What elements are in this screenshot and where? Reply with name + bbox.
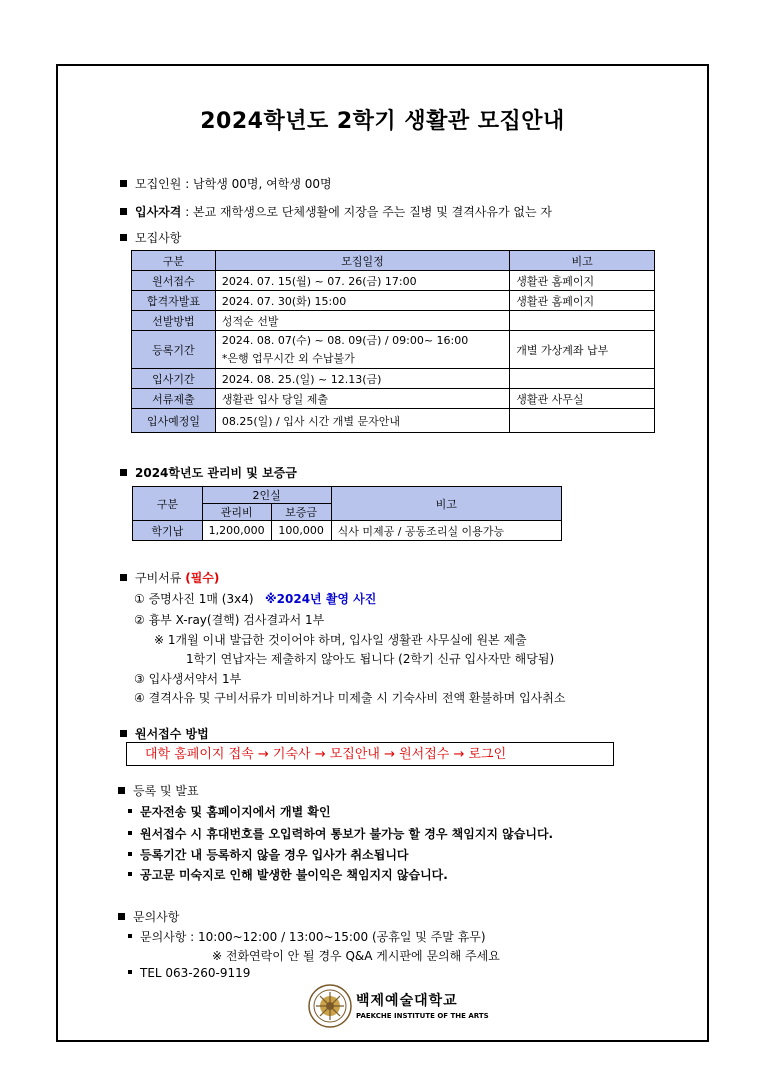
qualification-label: 입사자격 bbox=[135, 205, 182, 219]
docs-item-1: ① 증명사진 1매 (3x4) ※2024년 촬영 사진 bbox=[134, 592, 377, 606]
school-logo-text bbox=[356, 990, 489, 1020]
bullet-icon bbox=[128, 809, 132, 813]
table-row: 입사예정일 08.25(일) / 입사 시간 개별 문자안내 bbox=[132, 409, 655, 433]
bullet-icon bbox=[128, 970, 132, 974]
square-bullet-icon bbox=[120, 208, 127, 215]
schedule-table bbox=[131, 250, 655, 433]
list-item: 공고문 미숙지로 인해 발생한 불이익은 책임지지 않습니다. bbox=[128, 866, 448, 883]
recruit-line bbox=[120, 175, 332, 192]
school-name-ko: 백제예술대학교 bbox=[356, 993, 458, 1009]
contact-note: ※ 전화연락이 안 될 경우 Q&A 게시판에 문의해 주세요 bbox=[212, 949, 500, 963]
contact-hours: 문의사항 : 10:00~12:00 / 13:00~15:00 (공휴일 및 주말 휴무) bbox=[128, 928, 486, 945]
contact-heading: 문의사항 bbox=[118, 908, 179, 925]
header-category: 구분 bbox=[132, 251, 216, 271]
fee-header-room: 2인실 bbox=[202, 487, 331, 504]
docs-heading: 구비서류 (필수) bbox=[120, 569, 219, 586]
table-row: 등록기간 2024. 08. 07(수) ~ 08. 09(금) / 09:00~ 16:00 *은행 업무시간 외 수납불가 개별 가상계좌 납부 bbox=[132, 331, 655, 369]
docs-item-4: ④ 결격사유 및 구비서류가 미비하거나 미제출 시 기숙사비 전액 환불하며 입사취소 bbox=[134, 691, 566, 705]
table-row: 학기납 1,200,000 100,000 식사 미제공 / 공동조리실 이용가능 bbox=[133, 521, 562, 541]
square-bullet-icon bbox=[120, 180, 127, 187]
header-note: 비고 bbox=[510, 251, 655, 271]
list-item: 원서접수 시 휴대번호를 오입력하여 통보가 불가능 할 경우 책임지지 않습니다. bbox=[128, 825, 553, 842]
fee-heading: 2024학년도 관리비 및 보증금 bbox=[120, 464, 297, 481]
announce-heading: 등록 및 발표 bbox=[118, 782, 199, 799]
docs-item-2: ② 흉부 X-ray(결핵) 검사결과서 1부 bbox=[134, 613, 325, 627]
recruit-value: : 남학생 00명, 여학생 00명 bbox=[185, 177, 332, 191]
table-row: 입사기간 2024. 08. 25.(일) ~ 12.13(금) bbox=[132, 369, 655, 389]
square-bullet-icon bbox=[120, 574, 127, 581]
apply-heading: 원서접수 방법 bbox=[120, 725, 209, 742]
table-row: 원서접수 2024. 07. 15(월) ~ 07. 26(금) 17:00 생활관 홈페이지 bbox=[132, 271, 655, 291]
docs-item-2-note: ※ 1개월 이내 발급한 것이어야 하며, 입사일 생활관 사무실에 원본 제출 bbox=[154, 633, 527, 647]
bullet-icon bbox=[128, 872, 132, 876]
square-bullet-icon bbox=[120, 234, 127, 241]
bullet-icon bbox=[128, 852, 132, 856]
contact-tel: TEL 063-260-9119 bbox=[128, 966, 250, 980]
bullet-icon bbox=[128, 831, 132, 835]
square-bullet-icon bbox=[120, 730, 127, 737]
qualification-line bbox=[120, 203, 552, 220]
table-header-row bbox=[132, 251, 655, 271]
notice-frame bbox=[56, 64, 709, 1042]
recruit-label: 모집인원 bbox=[135, 177, 182, 191]
school-name-en: PAEKCHE INSTITUTE OF THE ARTS bbox=[356, 1012, 489, 1020]
fee-table bbox=[132, 486, 562, 541]
square-bullet-icon bbox=[120, 469, 127, 476]
square-bullet-icon bbox=[118, 913, 125, 920]
table-row: 서류제출 생활관 입사 당일 제출 생활관 사무실 bbox=[132, 389, 655, 409]
table-row: 합격자발표 2024. 07. 30(화) 15:00 생활관 홈페이지 bbox=[132, 291, 655, 311]
list-item: 등록기간 내 등록하지 않을 경우 입사가 취소됩니다 bbox=[128, 846, 409, 863]
schedule-heading: 모집사항 bbox=[120, 229, 181, 246]
bullet-icon bbox=[128, 934, 132, 938]
fee-header-note: 비고 bbox=[331, 487, 561, 521]
fee-header-mgmt: 관리비 bbox=[202, 504, 271, 521]
fee-header-category: 구분 bbox=[133, 487, 203, 521]
qualification-value: : 본교 재학생으로 단체생활에 지장을 주는 질병 및 결격사유가 없는 자 bbox=[185, 205, 552, 219]
list-item: 문자전송 및 홈페이지에서 개별 확인 bbox=[128, 803, 331, 820]
header-schedule: 모집일정 bbox=[215, 251, 509, 271]
school-seal-icon bbox=[308, 984, 352, 1028]
apply-process-box: 대학 홈페이지 접속 → 기숙사 → 모집안내 → 원서접수 → 로그인 bbox=[126, 742, 614, 766]
square-bullet-icon bbox=[118, 787, 125, 794]
page-title: 2024학년도 2학기 생활관 모집안내 bbox=[200, 109, 565, 134]
table-row: 선발방법 성적순 선발 bbox=[132, 311, 655, 331]
docs-item-3: ③ 입사생서약서 1부 bbox=[134, 672, 242, 686]
docs-item-2-note2: 1학기 연납자는 제출하지 않아도 됩니다 (2학기 신규 입사자만 해당됨) bbox=[186, 652, 555, 666]
fee-header-deposit: 보증금 bbox=[271, 504, 331, 521]
